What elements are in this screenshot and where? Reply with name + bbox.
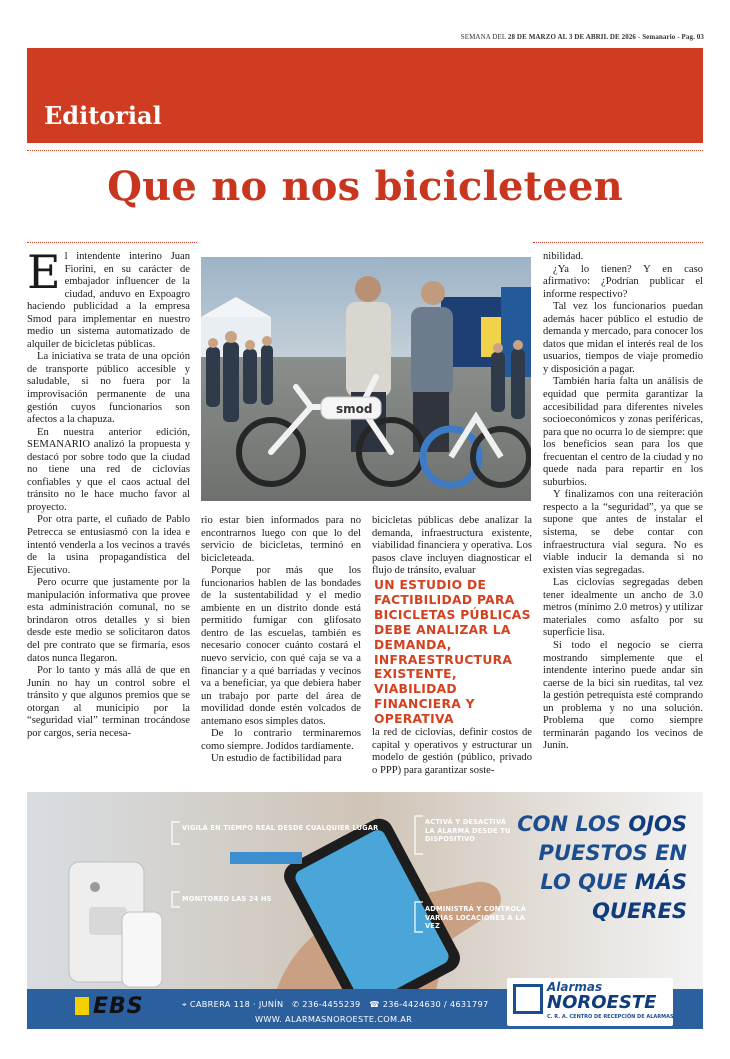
- divider-dotted: [27, 150, 703, 151]
- location-pin-icon: ⌖: [182, 999, 187, 1009]
- ad-address: CABRERA 118 · JUNÍN: [189, 999, 284, 1009]
- ad-feature-realtime: VIGILÁ EN TIEMPO REAL DESDE CUALQUIER LUGAR: [182, 824, 379, 832]
- paragraph: Si todo el negocio se cierra mostrando simplemente que el intendente interino puede andar sin caerse de la bici sin rueditas, tal vez la gestión petrequista esté comprando un problema y no una solución. Problema que como siempre terminarán pagando los vecinos de Junín.: [543, 639, 703, 752]
- brand-name: NOROESTE: [547, 992, 657, 1013]
- paragraph: Un estudio de factibilidad para: [211, 753, 342, 765]
- noroeste-logo-icon: [513, 984, 543, 1014]
- publication-name: Semanario: [642, 33, 676, 41]
- header-separator: -: [637, 33, 641, 41]
- week-prefix: SEMANA DEL: [460, 33, 507, 41]
- ad-website[interactable]: WWW. ALARMASNOROESTE.COM.AR: [255, 1014, 413, 1024]
- bike-brand-label: smod: [336, 402, 373, 416]
- article-column-1: [27, 245, 190, 740]
- article-column-3-bottom: [372, 727, 532, 777]
- brand-subtitle: C. R. A. CENTRO DE RECEPCIÓN DE ALARMAS: [547, 1014, 674, 1020]
- issue-header: [304, 33, 704, 41]
- paragraph: En nuestra anterior edición, SEMANARIO analizó la propuesta y destacó por sobre todo que la ciudad no tiene una red de ciclovías confiables y que el caos actual del tránsito no le hace mucho favor al proyecto.: [27, 426, 190, 513]
- ebs-logo: EBS: [75, 994, 144, 1019]
- headline: Que no nos bicicleteen: [107, 163, 623, 210]
- paragraph: la red de ciclovías, definir costos de capital y operativos y estructurar un modelo de gestión (público, privado o PPP) para garantizar soste-: [372, 727, 532, 776]
- paragraph: Por otra parte, el cuñado de Pablo Petrecca se entusiasmó con la idea e intentó venderla a los vecinos a través de la usina propagandística del Ejecutivo.: [27, 514, 190, 576]
- photo-illustration: [201, 257, 531, 501]
- article-column-2: [201, 515, 361, 766]
- ad-phone-1[interactable]: 236-4455239: [302, 999, 361, 1009]
- paragraph: Por lo tanto y más allá de que en Junín no hay un control sobre el tránsito y que algunos premios que se otorgan al municipio por la “seguridad vial” terminan trocándose por cargos, sería necesa-: [27, 665, 190, 739]
- alarmas-noroeste-logo: [507, 978, 673, 1026]
- ad-phone-2[interactable]: 236-4424630 / 4631797: [382, 999, 489, 1009]
- drop-cap: E: [27, 245, 61, 299]
- article-photo: [201, 257, 531, 501]
- paragraph: Porque por más que los funcionarios hablen de las bondades de la sustentabilidad y el medio ambiente en un distrito donde está permitido fumigar con glifosato dentro de las escuelas, también es necesario conocer cuánto costará el nuevo servicio, con qué caja se va a financiar y a qué barriadas y vecinos va a beneficiar, ya que debiera haber un trabajo por parte del área de movilidad donde estén volcados de antemano esos simples datos.: [201, 565, 361, 727]
- paragraph: rio estar bien informados para no encontrarnos luego con que lo del servicio de bicicletas, terminó en bicicleteada.: [201, 515, 361, 564]
- paragraph: Tal vez los funcionarios puedan además hacer público el estudio de demanda y mercado, para conocer los datos que midan el interés real de los usuarios, tiempos de viaje promedio y disposición a pagar.: [543, 301, 704, 375]
- ad-feature-monitoring: MONITOREO LAS 24 HS: [182, 895, 272, 903]
- paragraph: La iniciativa se trata de una opción de transporte público accesible y saludable, si no fuera por la improvisación permanente de una gestión cuyos funcionarios son afectos a la chapuza.: [27, 351, 190, 426]
- paragraph: nibilidad.: [543, 251, 584, 262]
- paragraph: bicicletas públicas debe analizar la demanda, infraestructura existente, viabilidad financiera y operativa. Los pasos clave incluyen diagnosticar el flujo de tránsito, evaluar: [372, 515, 532, 577]
- article-column-3-top: [372, 515, 532, 578]
- whatsapp-icon: ✆: [292, 999, 300, 1009]
- page-number: - Pag. 03: [677, 33, 704, 41]
- paragraph: Pero ocurre que justamente por la manipulación informativa que provee esta administración comunal, no se brindaron otros detalles y si bien desde este medio se solicitaron datos del pre contrato que se firmaría, esos datos nunca llegaron.: [27, 577, 190, 664]
- article-column-4: [543, 251, 703, 753]
- phone-icon: ☎: [369, 999, 380, 1009]
- paragraph: Las ciclovías segregadas deben tener idealmente un ancho de 3.0 metros (mínimo 2.0 metros) y utilizar materiales como asfalto por su superficie lisa.: [543, 577, 703, 639]
- paragraph: De lo contrario terminaremos como siempre. Jodidos tardíamente.: [201, 728, 361, 752]
- brand-top: Alarmas: [547, 980, 603, 994]
- paragraph: El intendente interino Juan Fiorini, en su carácter de embajador influencer de la ciudad, anduvo en Expoagro haciendo publicidad a la empresa Smod para implementar en nuestro medio un sistema automatizado de alquiler de bicicletas públicas.: [27, 245, 190, 350]
- pull-quote: UN ESTUDIO DE FACTIBILIDAD PARA BICICLETAS PÚBLICAS DEBE ANALIZAR LA DEMANDA, INFRAESTRUCTURA EXISTENTE, VIABILIDAD FINANCIERA Y OPERATIVA: [374, 578, 531, 727]
- divider-dotted-col4: [533, 242, 703, 243]
- section-label: Editorial: [44, 101, 162, 130]
- ebs-logo-icon: [75, 997, 89, 1015]
- paragraph: También haría falta un análisis de equidad que permita garantizar la accesibilidad para diferentes niveles socioeconómicos y zonas periféricas, para que no ocurra lo de siempre: que los beneficios sean para los que frecuentan el centro de la ciudad y no quede nada para repartir en los suburbios.: [543, 376, 703, 488]
- paragraph: ¿Ya lo tienen? Y en caso afirmativo: ¿Podrían publicar el informe respectivo?: [543, 263, 703, 300]
- ad-feature-remote: ACTIVÁ Y DESACTIVÁ LA ALARMA DESDE TU DISPOSITIVO: [425, 818, 511, 843]
- ad-contact-line: [182, 999, 488, 1010]
- divider-dotted-col1: [27, 242, 197, 243]
- advertisement-alarmas-noroeste[interactable]: [27, 792, 703, 1029]
- paragraph: Y finalizamos con una reiteración respecto a la “seguridad”, ya que se supone que antes de instalar el sistema, se debe contar con infraestructura vial segura. No es viable inducir la demanda si no existen vías segregadas.: [543, 489, 703, 576]
- section-band: [27, 48, 703, 143]
- ad-feature-locations: ADMINISTRÁ Y CONTROLÁ VARIAS LOCACIONES A LA VEZ: [425, 905, 527, 930]
- ad-slogan: CON LOS OJOS PUESTOS EN LO QUE MÁS QUERES: [517, 812, 687, 923]
- week-range: 28 DE MARZO AL 3 DE ABRIL DE 2026: [507, 33, 637, 41]
